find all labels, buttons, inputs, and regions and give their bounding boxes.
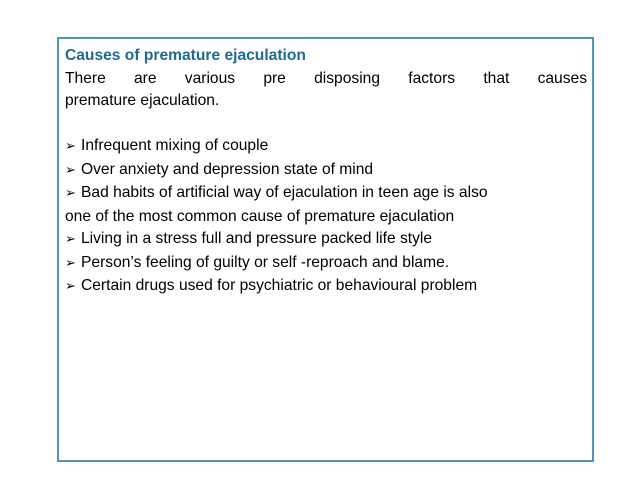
- intro-line-1: There are various pre disposing factors that causes: [65, 69, 587, 87]
- list-item: ➢ Living in a stress full and pressure packed life style: [65, 228, 587, 252]
- arrow-check-bullet-icon: ➢: [65, 162, 76, 178]
- intro-paragraph: [65, 68, 587, 113]
- content-textbox: [57, 37, 594, 462]
- list-item: ➢ Bad habits of artificial way of ejaculation in teen age is also one of the most common cause of premature ejaculation: [65, 184, 488, 225]
- blank-line: [65, 113, 587, 136]
- arrow-check-bullet-icon: ➢: [65, 279, 76, 294]
- intro-line-2: premature ejaculation.: [65, 92, 220, 109]
- arrow-check-bullet-icon: ➢: [65, 139, 76, 154]
- causes-list: [65, 135, 587, 299]
- arrow-check-bullet-icon: ➢: [65, 232, 76, 247]
- list-item-continuation: one of the most common cause of premature ejaculation: [65, 207, 455, 225]
- arrow-check-bullet-icon: ➢: [65, 186, 76, 201]
- list-item: ➢ Certain drugs used for psychiatric or behavioural problem: [65, 275, 587, 299]
- arrow-check-bullet-icon: ➢: [65, 255, 76, 271]
- list-item: ➢ Over anxiety and depression state of mind: [65, 159, 587, 183]
- heading: Causes of premature ejaculation: [65, 47, 306, 64]
- list-item: ➢ Person’s feeling of guilty or self -reproach and blame.: [65, 252, 587, 276]
- list-item: ➢ Infrequent mixing of couple: [65, 135, 587, 159]
